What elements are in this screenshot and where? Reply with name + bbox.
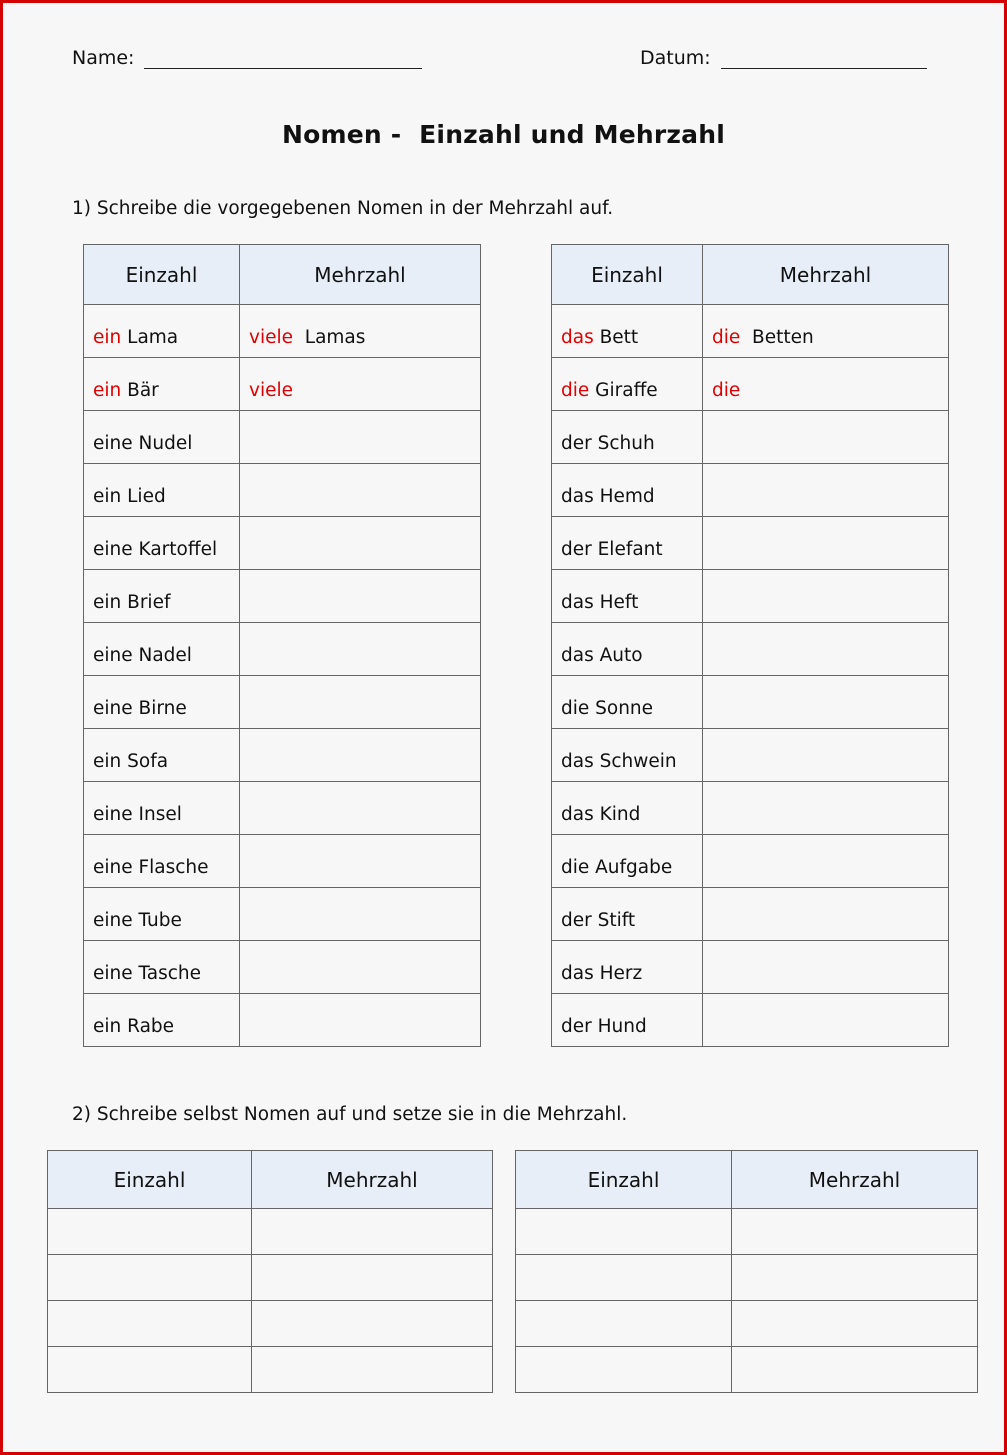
plural-answer-cell[interactable] xyxy=(240,782,481,835)
plural-answer-cell[interactable] xyxy=(240,835,481,888)
singular-noun: eine Kartoffel xyxy=(93,539,218,560)
task1-table-right xyxy=(551,244,949,1047)
table-row xyxy=(84,623,481,676)
plural-answer-cell[interactable] xyxy=(703,623,949,676)
table-row xyxy=(552,729,949,782)
table-row xyxy=(516,1209,978,1255)
singular-cell xyxy=(84,570,240,623)
singular-cell xyxy=(552,517,703,570)
table-row xyxy=(552,517,949,570)
singular-cell xyxy=(84,782,240,835)
singular-input-cell[interactable] xyxy=(48,1347,252,1393)
singular-noun: Bett xyxy=(593,327,639,348)
plural-input-cell[interactable] xyxy=(252,1301,493,1347)
singular-cell xyxy=(84,888,240,941)
table-row xyxy=(84,888,481,941)
plural-input-cell[interactable] xyxy=(732,1209,978,1255)
singular-input-cell[interactable] xyxy=(48,1209,252,1255)
plural-answer-cell[interactable] xyxy=(703,782,949,835)
plural-answer-cell[interactable] xyxy=(703,994,949,1047)
singular-noun: eine Nadel xyxy=(93,645,192,666)
singular-cell xyxy=(84,623,240,676)
singular-noun: Lama xyxy=(121,327,179,348)
plural-answer-cell[interactable] xyxy=(240,676,481,729)
plural-answer-cell[interactable] xyxy=(240,570,481,623)
singular-input-cell[interactable] xyxy=(516,1301,732,1347)
singular-cell xyxy=(84,994,240,1047)
singular-noun: der Elefant xyxy=(561,539,663,560)
table-row xyxy=(552,305,949,358)
plural-input-cell[interactable] xyxy=(252,1255,493,1301)
table-row xyxy=(84,305,481,358)
singular-cell xyxy=(84,941,240,994)
singular-cell xyxy=(552,411,703,464)
date-line[interactable] xyxy=(721,50,927,69)
singular-noun: Bär xyxy=(121,380,159,401)
table-row xyxy=(84,782,481,835)
plural-article: die xyxy=(712,327,741,348)
singular-noun: das Kind xyxy=(561,804,641,825)
task2-table-left xyxy=(47,1150,493,1393)
singular-cell xyxy=(552,676,703,729)
plural-input-cell[interactable] xyxy=(732,1255,978,1301)
singular-cell xyxy=(84,676,240,729)
plural-answer-cell[interactable] xyxy=(240,411,481,464)
plural-article: viele xyxy=(249,327,293,348)
date-label: Datum: xyxy=(640,47,711,69)
plural-answer-cell[interactable] xyxy=(240,305,481,358)
table-row xyxy=(516,1255,978,1301)
singular-input-cell[interactable] xyxy=(516,1209,732,1255)
singular-cell xyxy=(552,464,703,517)
table-row xyxy=(552,941,949,994)
singular-noun: das Auto xyxy=(561,645,643,666)
table-row xyxy=(84,729,481,782)
table-row xyxy=(552,676,949,729)
singular-noun: eine Nudel xyxy=(93,433,193,454)
singular-noun: der Schuh xyxy=(561,433,655,454)
singular-cell xyxy=(84,517,240,570)
singular-cell xyxy=(552,623,703,676)
singular-noun: ein Brief xyxy=(93,592,171,613)
col-header-plural: Mehrzahl xyxy=(240,245,481,305)
plural-input-cell[interactable] xyxy=(252,1209,493,1255)
plural-input-cell[interactable] xyxy=(252,1347,493,1393)
task2-table-right xyxy=(515,1150,978,1393)
table-row xyxy=(516,1347,978,1393)
col-header-singular: Einzahl xyxy=(552,245,703,305)
plural-noun: Betten xyxy=(740,327,814,348)
table-row xyxy=(552,994,949,1047)
plural-answer-cell[interactable] xyxy=(703,941,949,994)
table-row xyxy=(84,517,481,570)
singular-noun: eine Insel xyxy=(93,804,182,825)
plural-answer-cell[interactable] xyxy=(703,676,949,729)
table-row xyxy=(84,358,481,411)
plural-answer-cell[interactable] xyxy=(240,888,481,941)
singular-noun: eine Birne xyxy=(93,698,187,719)
singular-noun: der Stift xyxy=(561,910,636,931)
task1-table-left xyxy=(83,244,481,1047)
plural-answer-cell[interactable] xyxy=(703,729,949,782)
plural-answer-cell[interactable] xyxy=(703,835,949,888)
singular-cell xyxy=(552,305,703,358)
table-row xyxy=(552,835,949,888)
table-row xyxy=(552,782,949,835)
singular-cell xyxy=(84,464,240,517)
singular-noun: das Schwein xyxy=(561,751,677,772)
plural-answer-cell[interactable] xyxy=(240,358,481,411)
singular-cell xyxy=(552,835,703,888)
table-row xyxy=(552,888,949,941)
singular-cell xyxy=(84,358,240,411)
plural-article: viele xyxy=(249,380,293,401)
col-header-plural: Mehrzahl xyxy=(732,1151,978,1209)
singular-cell xyxy=(84,729,240,782)
singular-cell xyxy=(552,994,703,1047)
col-header-singular: Einzahl xyxy=(516,1151,732,1209)
col-header-singular: Einzahl xyxy=(48,1151,252,1209)
table-row xyxy=(84,835,481,888)
singular-cell xyxy=(84,411,240,464)
table-row xyxy=(84,994,481,1047)
plural-answer-cell[interactable] xyxy=(240,729,481,782)
singular-cell xyxy=(552,729,703,782)
table-row xyxy=(552,464,949,517)
plural-answer-cell[interactable] xyxy=(703,358,949,411)
plural-answer-cell[interactable] xyxy=(240,517,481,570)
plural-answer-cell[interactable] xyxy=(240,623,481,676)
singular-noun: Giraffe xyxy=(589,380,658,401)
page-title: Nomen - Einzahl und Mehrzahl xyxy=(281,120,726,149)
singular-noun: die Aufgabe xyxy=(561,857,673,878)
singular-noun: das Hemd xyxy=(561,486,655,507)
singular-article: die xyxy=(561,380,590,401)
singular-cell xyxy=(84,305,240,358)
singular-noun: eine Tasche xyxy=(93,963,202,984)
singular-noun: der Hund xyxy=(561,1016,647,1037)
singular-article: das xyxy=(561,327,594,348)
singular-noun: das Herz xyxy=(561,963,643,984)
singular-cell xyxy=(84,835,240,888)
table-row xyxy=(84,464,481,517)
singular-noun: die Sonne xyxy=(561,698,654,719)
singular-cell xyxy=(552,941,703,994)
singular-noun: ein Sofa xyxy=(93,751,169,772)
table-row xyxy=(552,623,949,676)
name-field[interactable] xyxy=(72,47,422,69)
table-row xyxy=(48,1255,493,1301)
date-field[interactable] xyxy=(640,47,927,69)
table-row xyxy=(48,1347,493,1393)
plural-answer-cell[interactable] xyxy=(703,517,949,570)
plural-answer-cell[interactable] xyxy=(703,888,949,941)
plural-input-cell[interactable] xyxy=(732,1301,978,1347)
task2-instruction: 2) Schreibe selbst Nomen auf und setze sie in die Mehrzahl. xyxy=(72,1104,628,1125)
singular-noun: eine Tube xyxy=(93,910,182,931)
table-row xyxy=(552,570,949,623)
col-header-plural: Mehrzahl xyxy=(252,1151,493,1209)
plural-answer-cell[interactable] xyxy=(703,570,949,623)
plural-input-cell[interactable] xyxy=(732,1347,978,1393)
singular-noun: ein Rabe xyxy=(93,1016,175,1037)
singular-input-cell[interactable] xyxy=(516,1347,732,1393)
plural-noun: Lamas xyxy=(293,327,366,348)
singular-cell xyxy=(552,888,703,941)
name-label: Name: xyxy=(72,47,135,69)
table-row xyxy=(552,358,949,411)
plural-answer-cell[interactable] xyxy=(240,464,481,517)
singular-noun: ein Lied xyxy=(93,486,166,507)
singular-noun: das Heft xyxy=(561,592,639,613)
singular-input-cell[interactable] xyxy=(48,1255,252,1301)
singular-article: ein xyxy=(93,327,122,348)
singular-cell xyxy=(552,358,703,411)
singular-article: ein xyxy=(93,380,122,401)
table-row xyxy=(84,411,481,464)
plural-article: die xyxy=(712,380,741,401)
singular-cell xyxy=(552,570,703,623)
table-row xyxy=(84,570,481,623)
singular-input-cell[interactable] xyxy=(516,1255,732,1301)
table-row xyxy=(84,941,481,994)
table-row xyxy=(48,1209,493,1255)
col-header-plural: Mehrzahl xyxy=(703,245,949,305)
name-line[interactable] xyxy=(144,50,422,69)
plural-answer-cell[interactable] xyxy=(703,411,949,464)
table-row xyxy=(516,1301,978,1347)
plural-answer-cell[interactable] xyxy=(240,941,481,994)
table-row xyxy=(48,1301,493,1347)
task1-instruction: 1) Schreibe die vorgegebenen Nomen in der Mehrzahl auf. xyxy=(72,198,614,219)
table-row xyxy=(552,411,949,464)
plural-answer-cell[interactable] xyxy=(240,994,481,1047)
singular-noun: eine Flasche xyxy=(93,857,209,878)
table-row xyxy=(84,676,481,729)
plural-answer-cell[interactable] xyxy=(703,305,949,358)
col-header-singular: Einzahl xyxy=(84,245,240,305)
singular-cell xyxy=(552,782,703,835)
plural-answer-cell[interactable] xyxy=(703,464,949,517)
singular-input-cell[interactable] xyxy=(48,1301,252,1347)
